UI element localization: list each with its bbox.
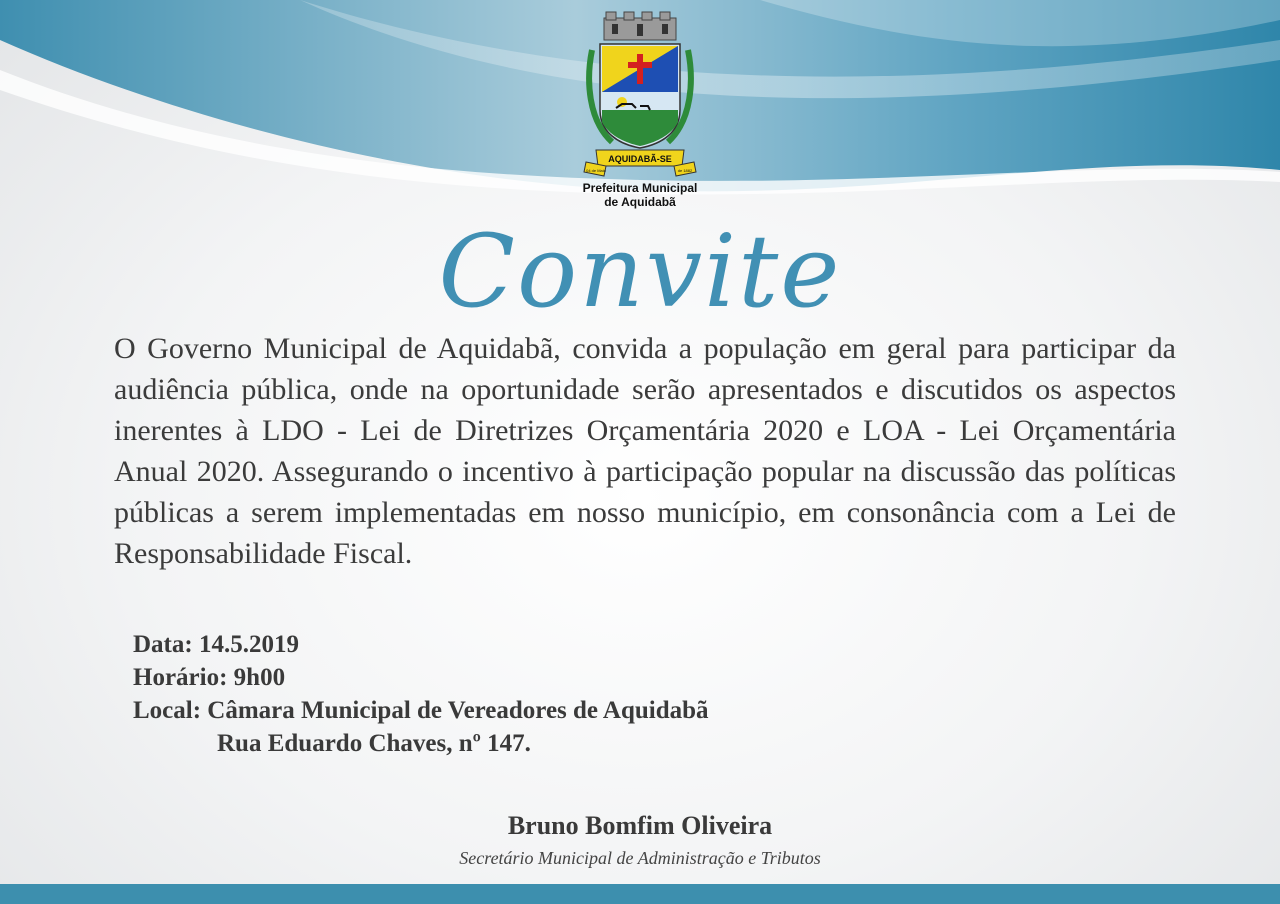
footer-bar [0, 884, 1280, 904]
invitation-body: O Governo Municipal de Aquidabã, convida a população em geral para participar da audiência pública, onde na oportunidade serão apresentados e discutidos os aspectos inerentes à LDO - Lei de Diretrizes Orçamentária 2020 e LOA - Lei Orçamentária Anual 2020. Assegurando o incentivo à participação popular na discussão das políticas públicas a serem implementadas em nosso município, em consonância com a Lei de Responsabilidade Fiscal. [114, 332, 1176, 570]
event-time: Horário: 9h00 [133, 664, 286, 691]
event-date: Data: 14.5.2019 [133, 631, 299, 658]
crest-ribbon-right: de 1882 [677, 168, 693, 173]
municipal-crest-emblem [582, 10, 698, 178]
signer-role: Secretário Municipal de Administração e Tributos [459, 848, 821, 868]
org-name-line2: de Aquidabã [604, 195, 676, 209]
signer-name: Bruno Bomfim Oliveira [507, 811, 773, 840]
crest-banner-text: AQUIDABÃ-SE [608, 154, 672, 164]
event-address: Rua Eduardo Chaves, nº 147. [217, 730, 531, 757]
invitation-title: Convite [438, 213, 842, 330]
event-place: Local: Câmara Municipal de Vereadores de Aquidabã [133, 697, 709, 724]
crest-ribbon-left: 04 de Maio [586, 168, 606, 173]
org-name-line1: Prefeitura Municipal [582, 181, 698, 195]
